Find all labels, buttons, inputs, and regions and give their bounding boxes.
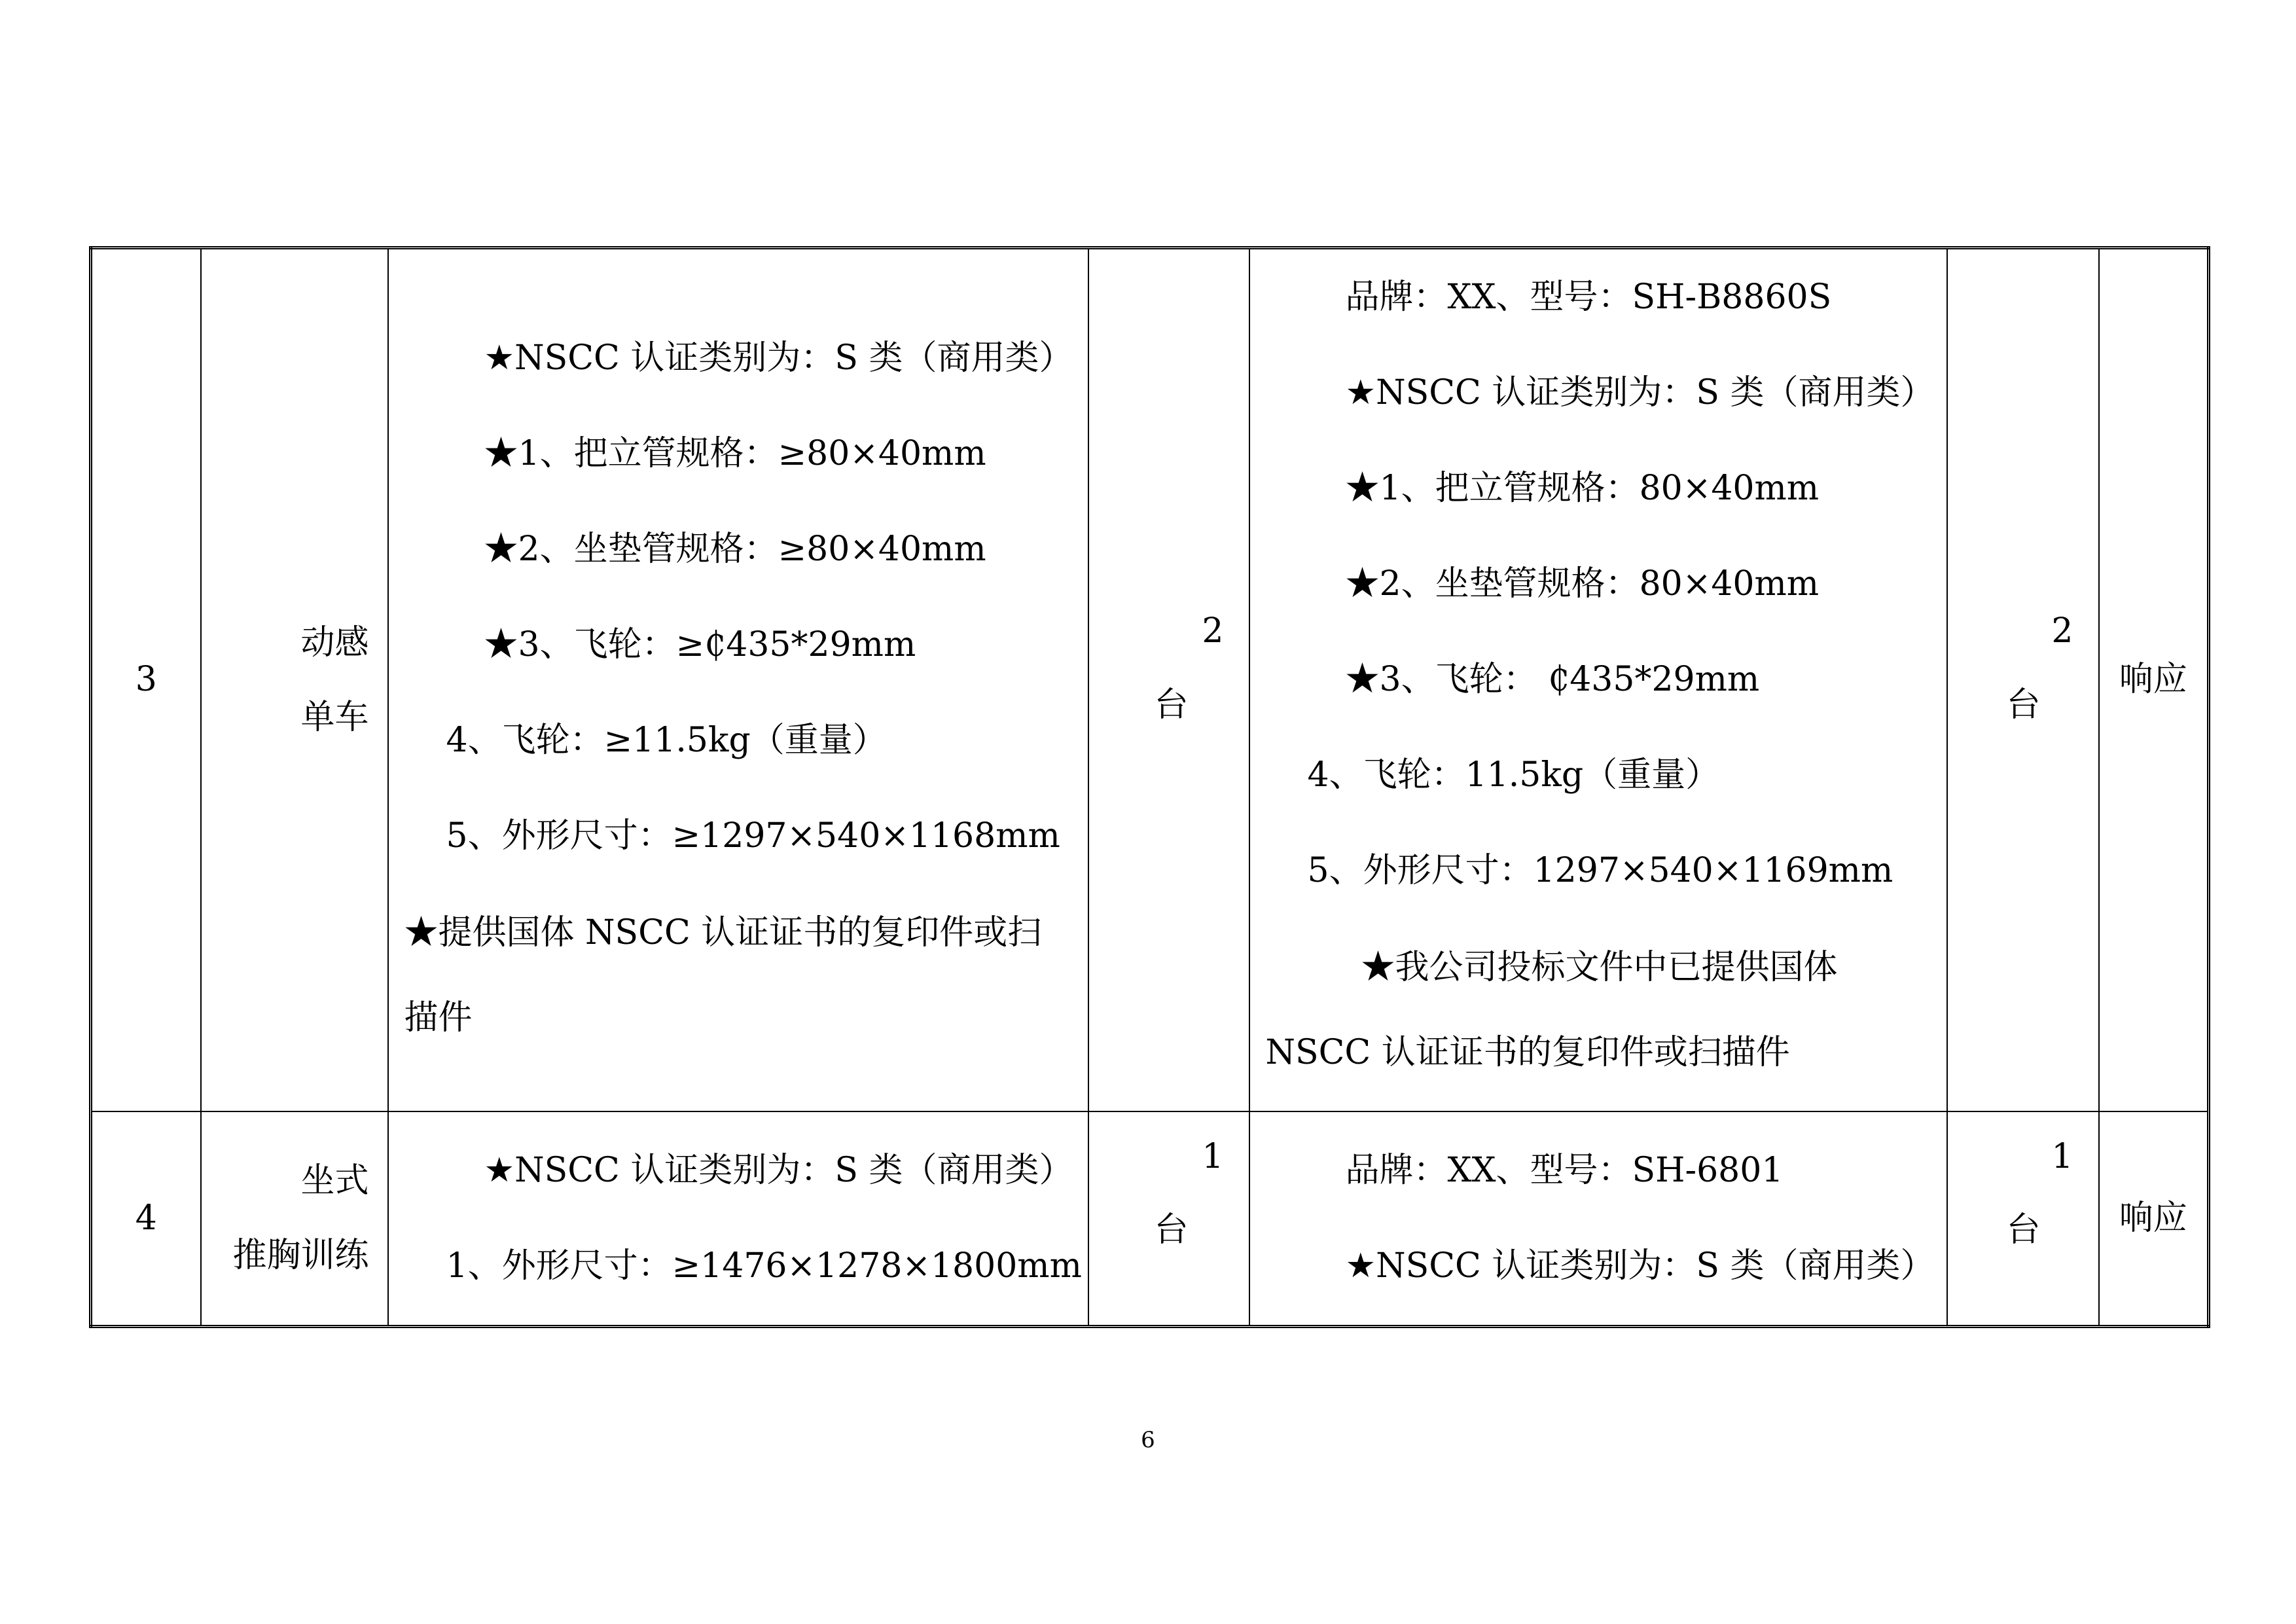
deviation-status: 响应 xyxy=(2099,1111,2209,1326)
requirement-line: ★1、把立管规格：≥80×40mm xyxy=(484,434,986,473)
item-number: 3 xyxy=(91,248,201,1112)
response-line: ★我公司投标文件中已提供国体 NSCC 认证证书的复印件或扫描件 xyxy=(1265,948,1838,1072)
response-line: ★3、飞轮： ₵435*29mm xyxy=(1345,660,1760,699)
response-quantity-cell xyxy=(1947,248,2099,1112)
item-name xyxy=(201,248,388,1112)
item-number: 4 xyxy=(91,1111,201,1326)
item-name-line: 动感 xyxy=(300,623,369,662)
requirement-line: 5、外形尺寸：≥1297×540×1168mm xyxy=(446,816,1060,856)
item-name-line: 推胸训练 xyxy=(232,1236,369,1276)
response-line: ★NSCC 认证类别为：S 类（商用类） xyxy=(1345,1246,1935,1286)
requirement-line: ★NSCC 认证类别为：S 类（商用类） xyxy=(484,1151,1073,1191)
requirement-line: ★NSCC 认证类别为：S 类（商用类） xyxy=(484,338,1073,378)
response-line: ★1、把立管规格：80×40mm xyxy=(1345,469,1820,508)
requirement-line: 4、飞轮：≥11.5kg（重量） xyxy=(446,721,887,760)
response-quantity-number: 2 xyxy=(2051,611,2073,651)
response-quantity-unit: 台 xyxy=(2006,1210,2041,1250)
response-line: 品牌：XX、型号：SH-6801 xyxy=(1345,1151,1784,1191)
quantity-cell xyxy=(1088,248,1249,1112)
requirement-line: ★2、坐垫管规格：≥80×40mm xyxy=(484,530,986,569)
spec-table xyxy=(89,246,2210,1328)
item-name-line: 单车 xyxy=(300,698,369,737)
table-row xyxy=(91,248,2209,1112)
item-name xyxy=(201,1111,388,1326)
quantity-unit: 台 xyxy=(1154,685,1189,725)
response-cell xyxy=(1249,1111,1947,1326)
requirement-cell xyxy=(388,248,1088,1112)
requirement-line: ★3、飞轮：≥₵435*29mm xyxy=(484,625,916,664)
response-line: 4、飞轮：11.5kg（重量） xyxy=(1307,755,1720,795)
response-line: 品牌：XX、型号：SH-B8860S xyxy=(1345,278,1832,317)
quantity-number: 1 xyxy=(1202,1137,1224,1176)
response-quantity-unit: 台 xyxy=(2006,685,2041,725)
quantity-cell xyxy=(1088,1111,1249,1326)
deviation-status: 响应 xyxy=(2099,248,2209,1112)
response-line: ★NSCC 认证类别为：S 类（商用类） xyxy=(1345,373,1935,412)
page-number: 6 xyxy=(1141,1427,1155,1453)
item-name-line: 坐式 xyxy=(300,1161,369,1200)
response-line: 5、外形尺寸：1297×540×1169mm xyxy=(1307,851,1893,890)
quantity-number: 2 xyxy=(1202,611,1224,651)
response-quantity-number: 1 xyxy=(2051,1137,2073,1176)
quantity-unit: 台 xyxy=(1154,1210,1189,1250)
requirement-line: ★提供国体 NSCC 认证证书的复印件或扫描件 xyxy=(404,913,1042,1038)
table-row xyxy=(91,1111,2209,1326)
requirement-cell xyxy=(388,1111,1088,1326)
response-cell xyxy=(1249,248,1947,1112)
requirement-line: 1、外形尺寸：≥1476×1278×1800mm xyxy=(446,1246,1082,1286)
response-line: ★2、坐垫管规格：80×40mm xyxy=(1345,564,1820,604)
response-quantity-cell xyxy=(1947,1111,2099,1326)
